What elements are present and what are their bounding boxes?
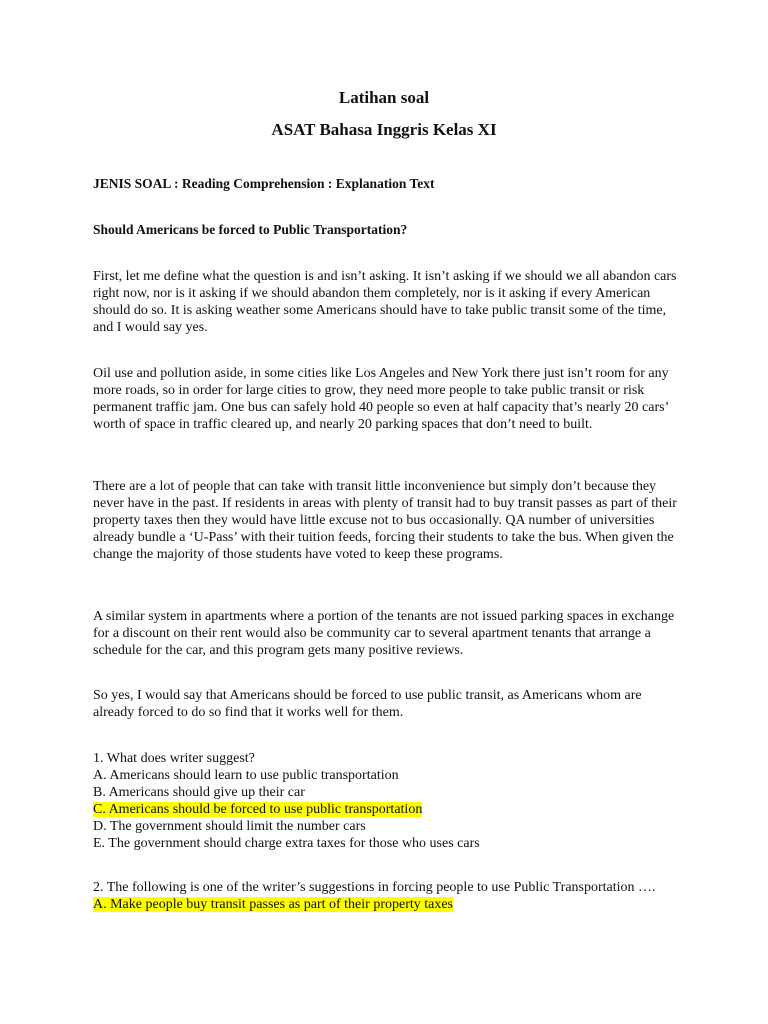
answer-option-d: D. The government should limit the number cars <box>93 819 366 834</box>
page-subtitle: ASAT Bahasa Inggris Kelas XI <box>271 120 497 139</box>
highlighted-answer: A. Make people buy transit passes as part of their property taxes <box>93 897 454 912</box>
paragraph-2: Oil use and pollution aside, in some cities like Los Angeles and New York there just isn’t room for any more roads, so in order for large cities to grow, they need more people to take public transit or risk permanent traffic jam. One bus can safely hold 40 people so even at half capacity that’s nearly 20 cars’ worth of space in traffic cleared up, and nearly 20 parking spaces that don’t need to built. <box>93 366 669 432</box>
paragraph-3: There are a lot of people that can take with transit little inconvenience but simply don’t because they never have in the past. If residents in areas with plenty of transit had to buy transit passes as part of their property taxes then they would have little excuse not to bus occasionally. QA number of universities already bundle a ‘U-Pass’ with their tuition feeds, forcing their students to take the bus. When given the change the majority of those students have voted to keep these programs. <box>93 479 677 562</box>
question-type-label: JENIS SOAL : Reading Comprehension : Explanation Text <box>93 176 435 191</box>
passage-title: Should Americans be forced to Public Transportation? <box>93 222 408 237</box>
answer-option-a: A. Americans should learn to use public transportation <box>93 768 399 783</box>
page-title: Latihan soal <box>338 88 430 107</box>
question-1 <box>93 750 683 852</box>
highlighted-answer: C. Americans should be forced to use public transportation <box>93 802 423 817</box>
answer-option-b: B. Americans should give up their car <box>93 785 305 800</box>
question-stem: 2. The following is one of the writer’s suggestions in forcing people to use Public Transportation …. <box>93 880 656 895</box>
question-2 <box>93 879 683 913</box>
paragraph-4: A similar system in apartments where a portion of the tenants are not issued parking spaces in exchange for a discount on their rent would also be community car to several apartment tenants that arrange a schedule for the car, and this program gets many positive reviews. <box>93 609 675 658</box>
answer-option-a-highlighted <box>93 896 683 913</box>
paragraph-5: So yes, I would say that Americans should be forced to use public transit, as Americans whom are already forced to do so find that it works well for them. <box>93 688 642 720</box>
question-stem: 1. What does writer suggest? <box>93 751 255 766</box>
paragraph-1: First, let me define what the question is and isn’t asking. It isn’t asking if we should we all abandon cars right now, nor is it asking if we should abandon them completely, nor is it asking if every American should do so. It is asking weather some Americans should have to take public transit some of the time, and I would say yes. <box>93 269 677 335</box>
answer-option-c-highlighted <box>93 801 683 818</box>
answer-option-e: E. The government should charge extra taxes for those who uses cars <box>93 836 480 851</box>
